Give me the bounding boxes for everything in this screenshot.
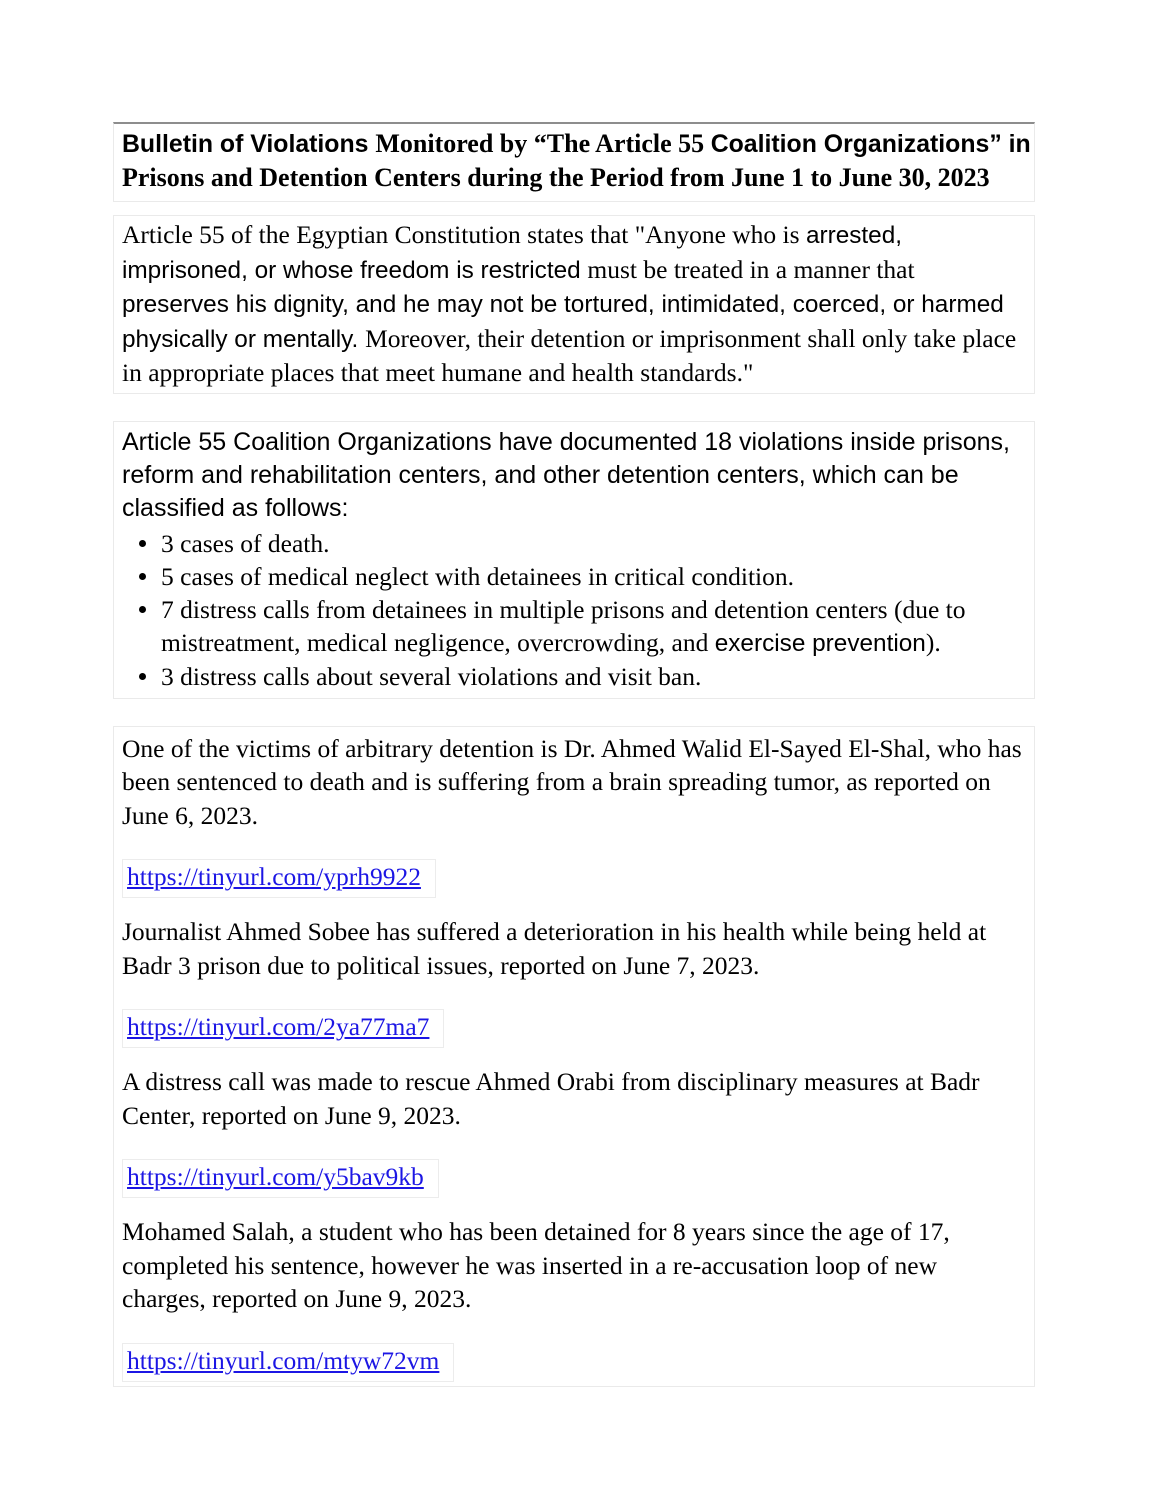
text-segment: exercise prevention — [714, 629, 926, 657]
case-paragraph — [122, 915, 1026, 982]
violations-block — [113, 421, 1035, 699]
document-title — [122, 127, 1031, 194]
cases-block — [113, 726, 1035, 1387]
case-link[interactable]: https://tinyurl.com/mtyw72vm — [127, 1345, 440, 1375]
case-link[interactable]: https://tinyurl.com/yprh9922 — [127, 862, 421, 891]
violations-list — [122, 527, 1026, 693]
case-link-row — [122, 1343, 1026, 1382]
text-segment: Prisons and Detention Centers during the Period from June 1 to June 30, 2023 — [122, 163, 990, 192]
violations-list-item — [122, 660, 1026, 693]
text-segment: Article 55 of the Egyptian Constitution states that "Anyone who is — [122, 220, 806, 249]
constitution-block — [113, 215, 1035, 394]
violations-list-item — [122, 560, 1026, 593]
text-segment: 3 cases of death. — [161, 528, 330, 558]
case-link[interactable]: https://tinyurl.com/2ya77ma7 — [127, 1012, 430, 1041]
content-column — [113, 122, 1035, 1387]
text-segment: must be treated in a manner that — [587, 254, 915, 284]
text-segment: ). — [925, 627, 941, 657]
text-segment: Mohamed Salah, a student who has been detained for 8 years since the age of 17, completed his sentence, however he was inserted in a re-accusation loop of new charges, reported on June 9, 2023. — [122, 1217, 950, 1313]
text-segment: 3 distress calls about several violations and visit ban. — [161, 661, 702, 691]
violations-list-item — [122, 527, 1026, 560]
case-link-row — [122, 1159, 1026, 1198]
text-segment: preserves his dignity, and he may not be tortured, intimidated, coerced, or harmed physically or mentally. — [122, 291, 1004, 353]
text-segment: Bulletin of Violations — [122, 131, 376, 158]
case-link[interactable]: https://tinyurl.com/y5bav9kb — [127, 1162, 424, 1191]
case-link-row — [122, 859, 1026, 898]
violations-intro: Article 55 Coalition Organizations have documented 18 violations inside prisons, reform and rehabilitation centers, and other detention centers, which can be classified as follows: — [122, 427, 1011, 522]
case-paragraph — [122, 732, 1026, 833]
text-segment: Journalist Ahmed Sobee has suffered a deterioration in his health while being held at Badr 3 prison due to political issues, reported on June 7, 2023. — [122, 917, 987, 980]
case-paragraph — [122, 1065, 1026, 1132]
text-segment: Coalition Organizations” in — [710, 131, 1031, 158]
text-segment: A distress call was made to rescue Ahmed Orabi from disciplinary measures at Badr Center, reported on June 9, 2023. — [122, 1067, 980, 1130]
case-link-box — [122, 1009, 444, 1048]
case-link-box — [122, 859, 436, 898]
case-paragraph — [122, 1215, 1026, 1316]
violations-list-item — [122, 593, 1026, 660]
case-link-row — [122, 1009, 1026, 1048]
text-segment: Monitored by “The Article 55 — [375, 129, 711, 158]
text-segment: Moreover, their detention or imprisonment shall only take place in appropriate places that meet humane and health standards." — [122, 323, 1017, 387]
text-segment: 5 cases of medical neglect with detainees in critical condition. — [161, 561, 795, 591]
text-segment: arrested, imprisoned, or whose freedom is restricted — [122, 222, 903, 284]
text-segment: 7 distress calls from detainees in multiple prisons and detention centers (due to mistreatment, medical negligence, overcrowding, and — [161, 594, 966, 657]
text-segment: One of the victims of arbitrary detention is Dr. Ahmed Walid El-Sayed El-Shal, who has been sentenced to death and is suffering from a brain spreading tumor, as reported on June 6, 2023. — [122, 733, 1022, 830]
title-block — [113, 122, 1035, 202]
constitution-paragraph — [122, 218, 1026, 390]
case-link-box — [122, 1343, 454, 1382]
case-link-box — [122, 1159, 439, 1198]
